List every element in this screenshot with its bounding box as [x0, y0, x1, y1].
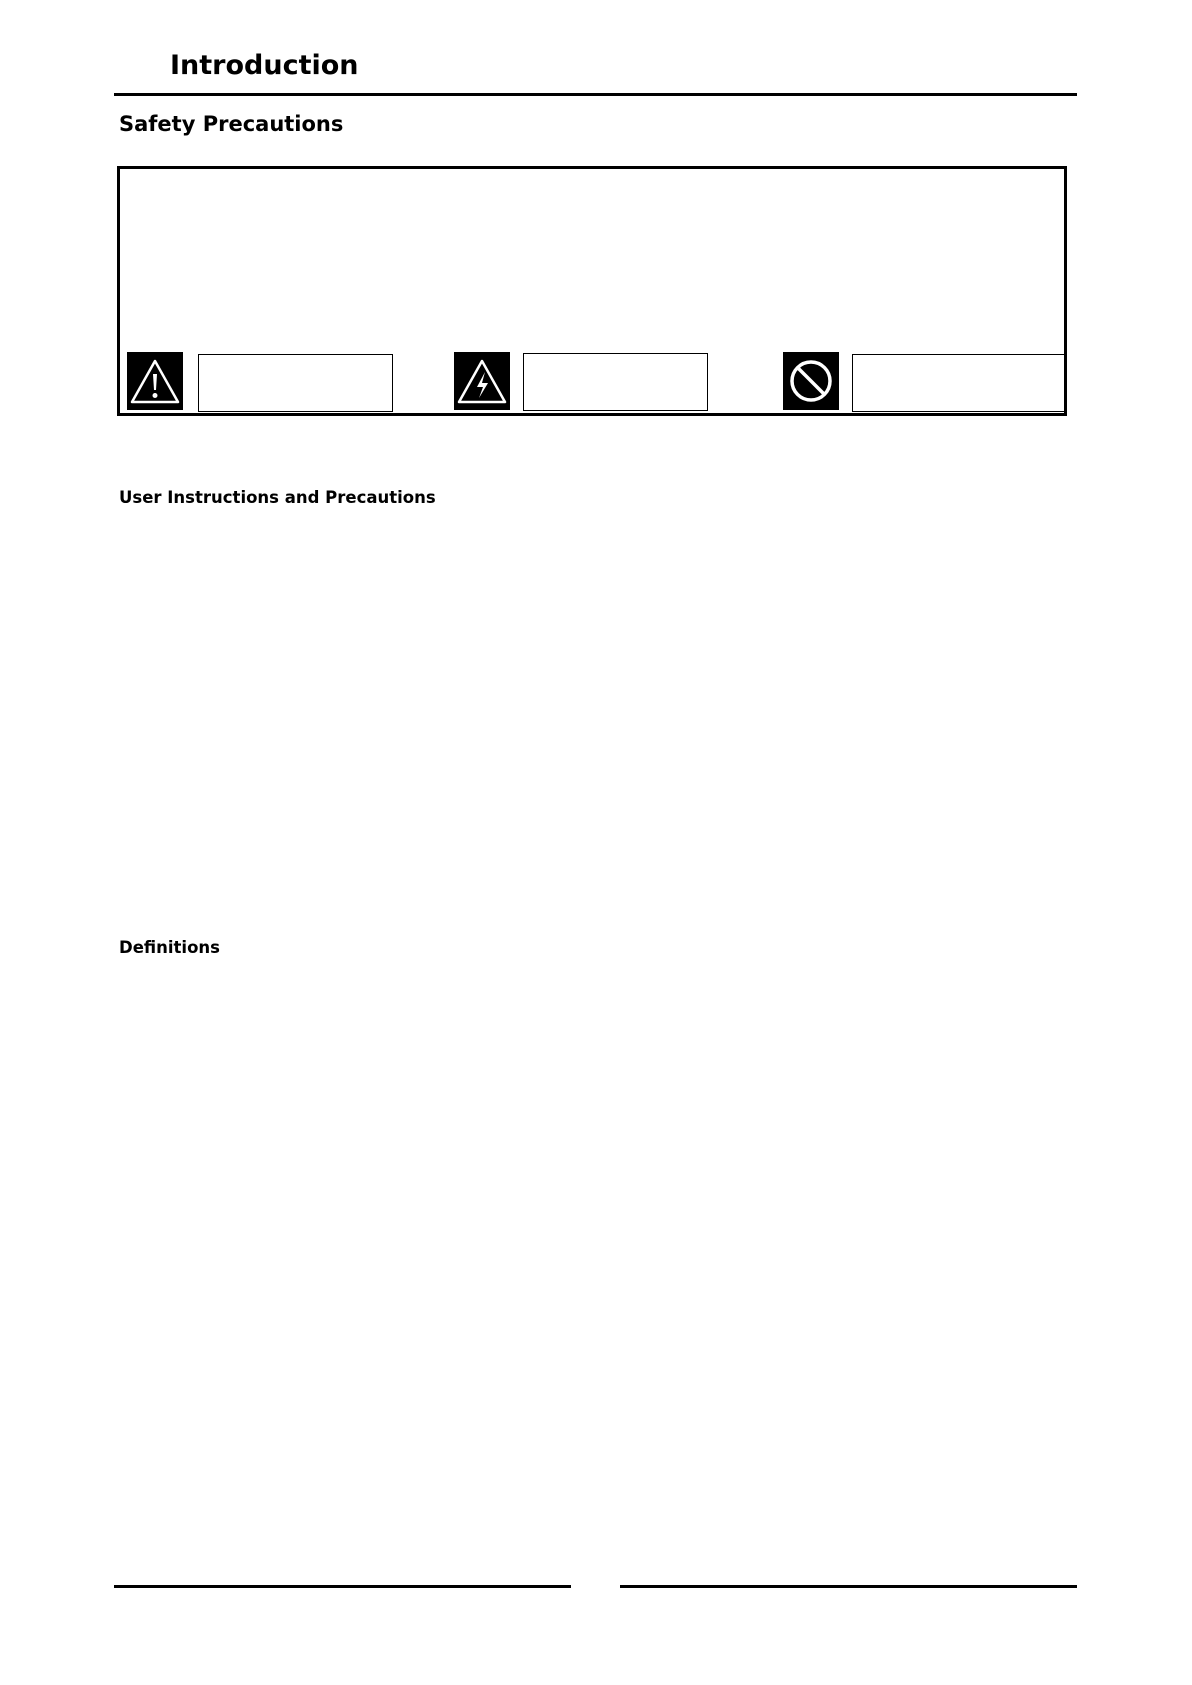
electrical-hazard-icon [454, 352, 510, 410]
definitions-heading: Definitions [119, 938, 220, 957]
warning-label-box [198, 354, 393, 412]
chapter-title: Introduction [170, 50, 359, 81]
prohibited-label-box [852, 354, 1065, 412]
safety-precautions-box [117, 166, 1067, 416]
prohibited-icon [783, 352, 839, 410]
user-instructions-heading: User Instructions and Precautions [119, 488, 436, 507]
header-rule [114, 93, 1077, 96]
footer-rule-left [114, 1585, 571, 1588]
electrical-hazard-label-box [523, 353, 708, 411]
footer-rule-right [620, 1585, 1077, 1588]
warning-triangle-icon [127, 352, 183, 410]
section-title: Safety Precautions [119, 112, 344, 136]
